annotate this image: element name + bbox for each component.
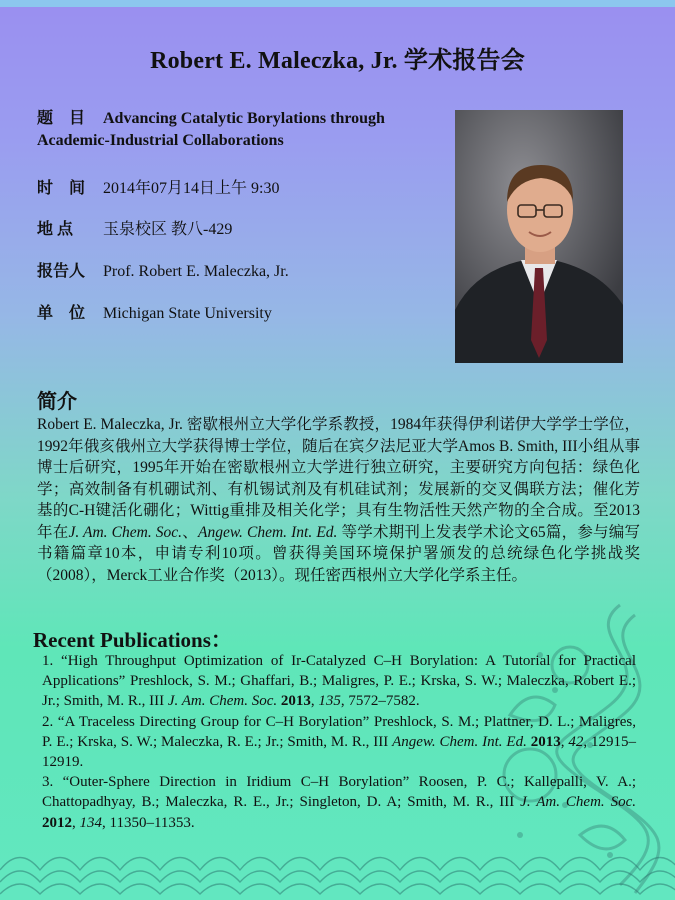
publication-year: 2013	[280, 693, 311, 710]
topic-label: 题 目	[37, 110, 86, 127]
affiliation-value: Michigan State University	[103, 305, 272, 322]
publication-year: 2012	[42, 814, 72, 831]
publication-item: 1. “High Throughput Optimization of Ir-Catalyzed C–H Borylation: A Tutorial for Practical Applications” Preshlock, S. M.; Ghaffari, B.; Maligres, P. E.; Krska, S. W.; Maleczka, Robert E.; Jr.; Smith, M. R., III J. Am. Chem. Soc. 2013, 135, 7572–7582.	[42, 653, 636, 710]
publication-text: 2. “A Traceless Directing Group for C–H Borylation” Preshlock, S. M.; Plattner, D. L.; Maligres, P. E.; Krska, S. W.; Maleczka, R. E.; Jr.; Smith, M. R., III	[42, 713, 636, 750]
time-label: 时 间	[37, 180, 86, 197]
publication-year: 2013	[530, 733, 561, 750]
speaker-row	[37, 261, 289, 283]
publication-journal: J. Am. Chem. Soc.	[167, 693, 278, 710]
time-row	[37, 178, 279, 200]
publication-volume: 42	[568, 733, 584, 750]
publication-journal: J. Am. Chem. Soc.	[520, 794, 636, 811]
publication-pages: , 7572–7582.	[340, 693, 420, 710]
bio-separator: 、	[182, 523, 198, 541]
bio-part2: 等学术期刊上发表学术论文65篇，参与编写书籍篇章10本，申请专利10项。曾获得美国环境保护署颁发的总统绿色化学挑战奖（2008），Merck工业合作奖（2013）。现任密西根州立大学化学系主任。	[37, 523, 640, 584]
affiliation-row	[37, 303, 272, 325]
place-row	[37, 219, 232, 241]
publication-pages: , 11350–11353.	[102, 814, 195, 831]
bio-journal-jacs: J. Am. Chem. Soc.	[68, 523, 183, 541]
time-value: 2014年07月14日上午 9:30	[103, 180, 280, 197]
topic-text-line2: Academic-Industrial Collaborations	[37, 132, 284, 149]
topic-row	[37, 108, 447, 152]
bio-journal-angew: Angew. Chem. Int. Ed.	[198, 523, 338, 541]
publication-text: 1. “High Throughput Optimization of Ir-Catalyzed C–H Borylation: A Tutorial for Practical Applications” Preshlock, S. M.; Ghaffari, B.; Maligres, P. E.; Krska, S. W.; Maleczka, Robert E.; Jr.; Smith, M. R., III	[42, 653, 636, 710]
place-label: 地 点	[37, 221, 74, 238]
publication-volume: 135	[318, 693, 341, 710]
topic-text: Advancing Catalytic Borylations through	[103, 110, 385, 127]
publication-volume: 134	[79, 814, 102, 831]
publication-journal: Angew. Chem. Int. Ed.	[392, 733, 527, 750]
affiliation-label: 单 位	[37, 305, 86, 322]
page-title: Robert E. Maleczka, Jr. 学术报告会	[150, 48, 525, 74]
publication-text: 3. “Outer-Sphere Direction in Iridium C–H Borylation” Roosen, P. C.; Kallepalli, V. A.; Chattopadhyay, B.; Maleczka, R. E., Jr.; Singleton, D. A; Smith, M. R., III	[42, 774, 636, 811]
portrait-illustration	[455, 110, 623, 363]
speaker-value: Prof. Robert E. Maleczka, Jr.	[103, 263, 289, 280]
wave-pattern-icon	[0, 830, 675, 900]
publication-item: 2. “A Traceless Directing Group for C–H Borylation” Preshlock, S. M.; Plattner, D. L.; Maligres, P. E.; Krska, S. W.; Maleczka, R. E.; Jr.; Smith, M. R., III Angew. Chem. Int. Ed. 2013, 42, 12915– 12919.	[42, 713, 636, 771]
speaker-label: 报告人	[37, 263, 86, 280]
bio-text	[37, 414, 640, 586]
publication-item: 3. “Outer-Sphere Direction in Iridium C–H Borylation” Roosen, P. C.; Kallepalli, V. A.; Chattopadhyay, B.; Maleczka, R. E., Jr.; Singleton, D. A; Smith, M. R., III J. Am. Chem. Soc. 2012, 134, 11350–11353.	[42, 774, 636, 831]
publications-heading: Recent Publications：	[33, 628, 232, 652]
publications-list	[42, 651, 636, 833]
place-value: 玉泉校区 教八-429	[103, 221, 233, 238]
bio-heading: 简介	[37, 391, 77, 413]
top-strip	[0, 0, 675, 7]
bio-part1: Robert E. Maleczka, Jr. 密歇根州立大学化学系教授，1984年获得伊利诺伊大学学士学位，1992年俄亥俄州立大学获得博士学位，随后在宾夕法尼亚大学Amos B. Smith, III小组从事博士后研究，1995年开始在密歇根州立大学进行独立研究，主要研究方向包括：绿色化学；高效制备有机硼试剂、有机锡试剂及有机硅试剂；发展新的交叉偶联方法；催化芳基的C-H键活化硼化；Wittig重排及相关化学；具有生物活性天然产物的全合成。至2013年在	[37, 416, 640, 541]
speaker-photo	[455, 110, 623, 363]
publication-pages: , 12915– 12919.	[42, 733, 636, 771]
